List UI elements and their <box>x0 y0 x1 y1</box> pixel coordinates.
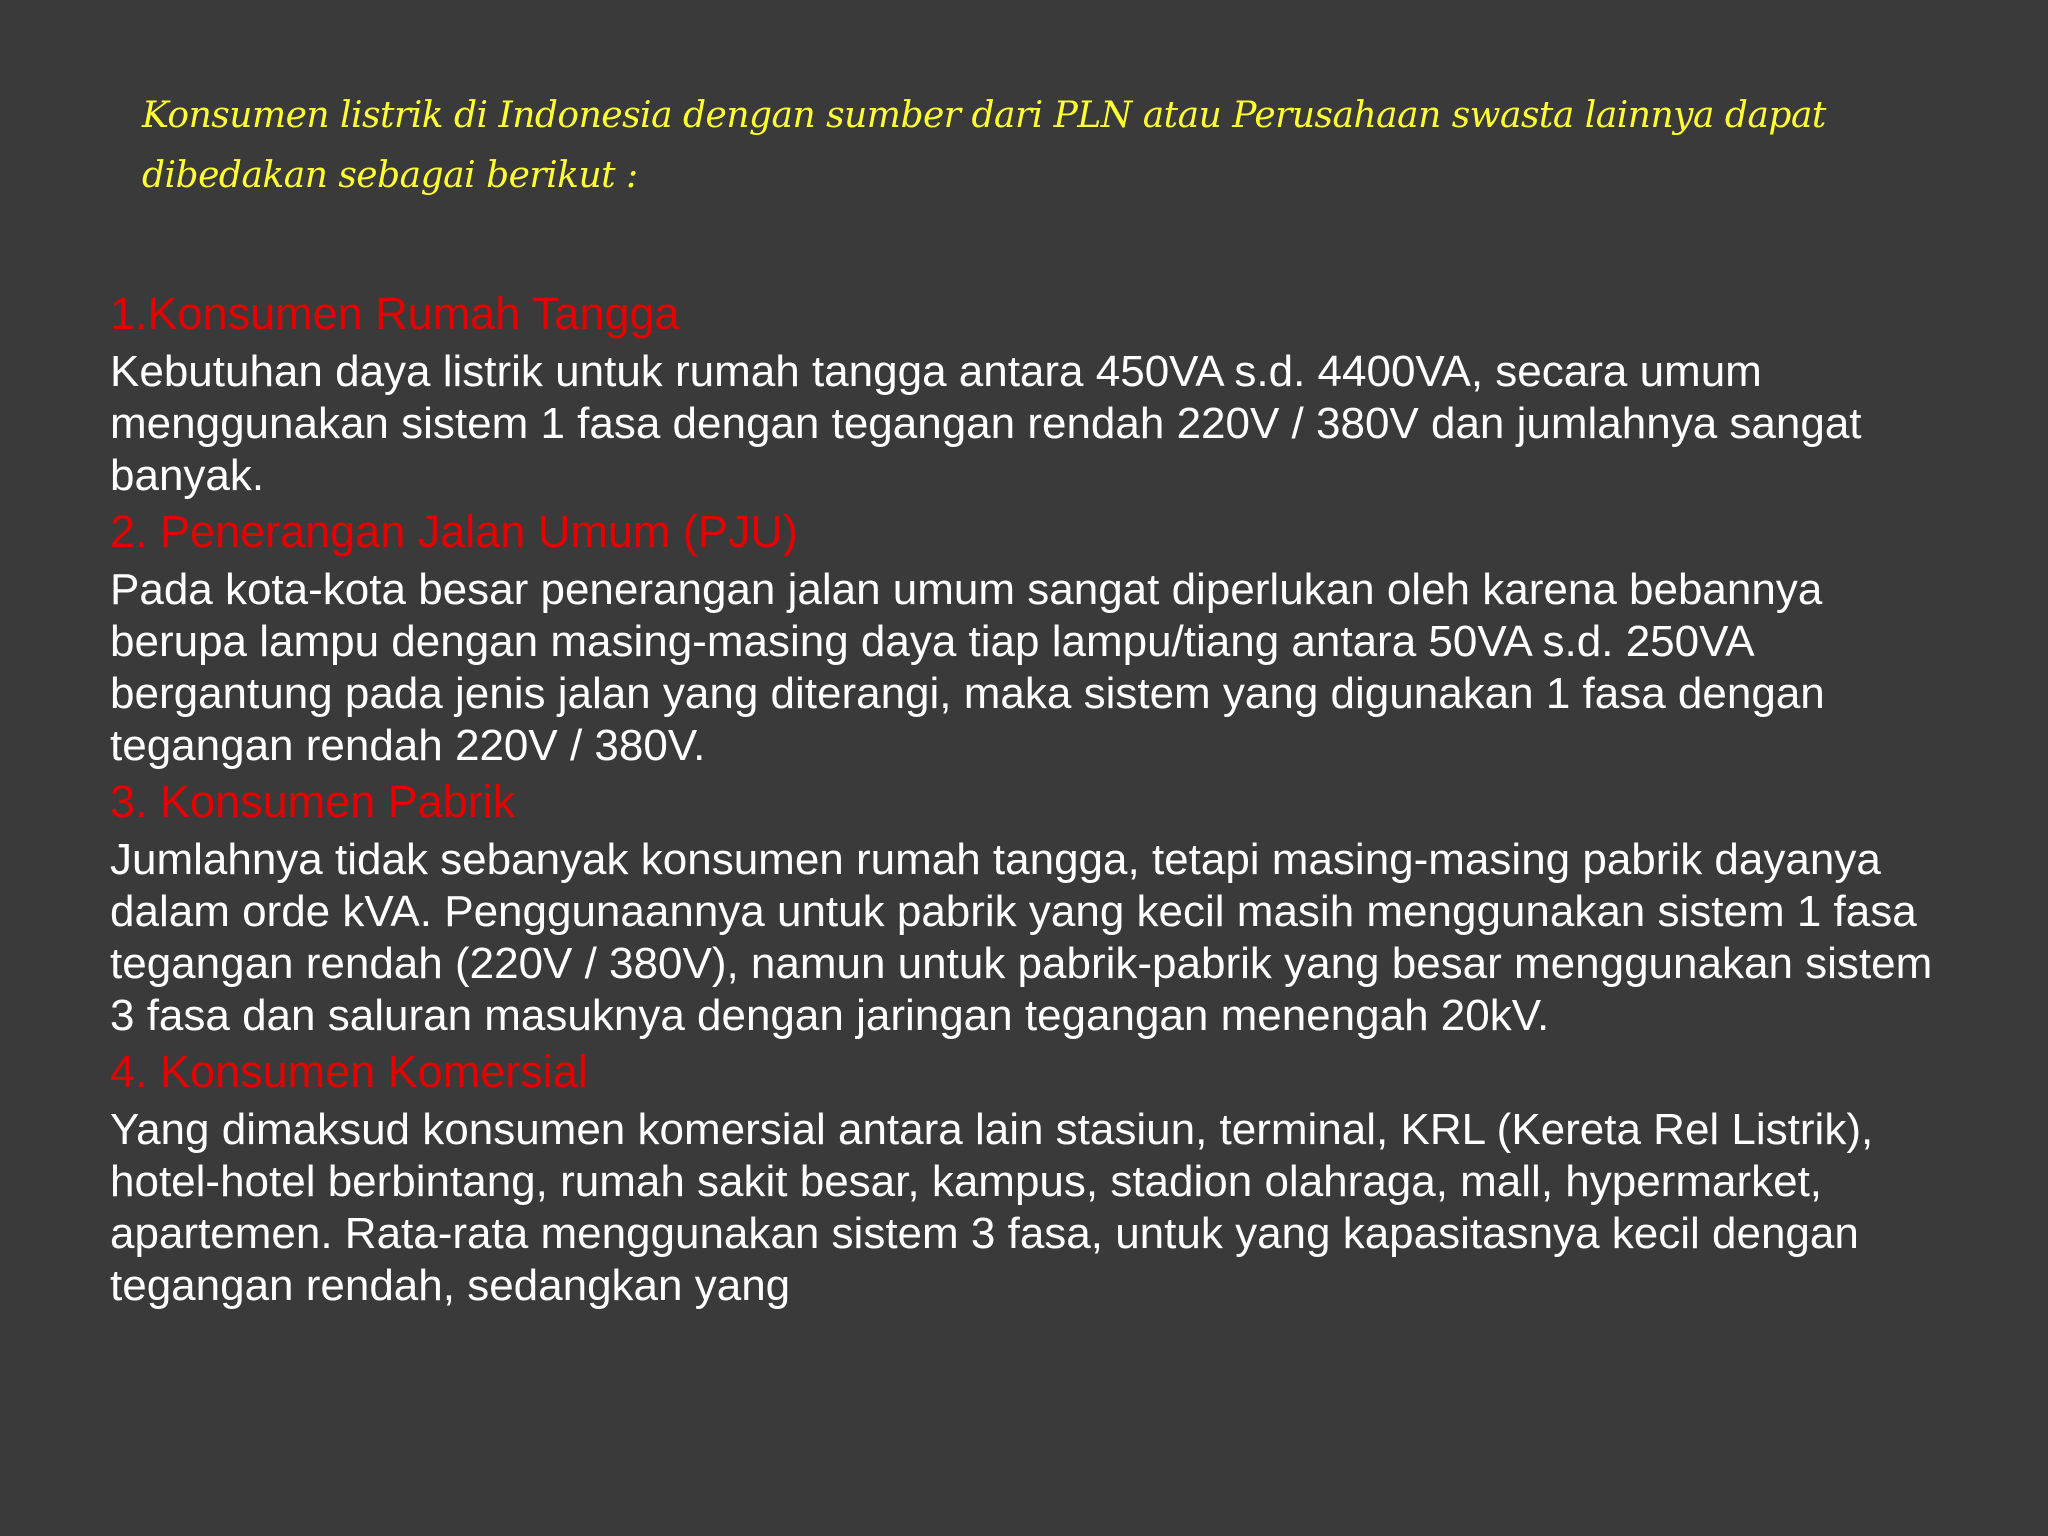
section-pabrik <box>110 774 1940 1042</box>
intro-text: Konsumen listrik di Indonesia dengan sumber dari PLN atau Perusahaan swasta lainnya dapat dibedakan sebagai berikut : <box>142 95 1826 196</box>
content-list <box>110 286 1940 1314</box>
section-title: 4. Konsumen Komersial <box>110 1046 588 1097</box>
section-title: 2. Penerangan Jalan Umum (PJU) <box>110 506 798 557</box>
section-komersial <box>110 1044 1940 1312</box>
section-body: Jumlahnya tidak sebanyak konsumen rumah tangga, tetapi masing-masing pabrik dayanya dalam orde kVA. Penggunaannya untuk pabrik yang kecil masih menggunakan sistem 1 fasa tegangan rendah (220V / 380V), namun untuk pabrik-pabrik yang besar menggunakan sistem 3 fasa dan saluran masuknya dengan jaringan tegangan menengah 20kV. <box>110 835 1933 1040</box>
section-body: Pada kota-kota besar penerangan jalan umum sangat diperlukan oleh karena bebannya berupa lampu dengan masing-masing daya tiap lampu/tiang antara 50VA s.d. 250VA bergantung pada jenis jalan yang diterangi, maka sistem yang digunakan 1 fasa dengan tegangan rendah 220V / 380V. <box>110 565 1825 770</box>
section-title: 3. Konsumen Pabrik <box>110 776 516 827</box>
section-body: Kebutuhan daya listrik untuk rumah tangga antara 450VA s.d. 4400VA, secara umum menggunakan sistem 1 fasa dengan tegangan rendah 220V / 380V dan jumlahnya sangat banyak. <box>110 347 1862 500</box>
section-title: 1.Konsumen Rumah Tangga <box>110 288 680 339</box>
section-body: Yang dimaksud konsumen komersial antara lain stasiun, terminal, KRL (Kereta Rel Listrik), hotel-hotel berbintang, rumah sakit besar, kampus, stadion olahraga, mall, hypermarket, apartemen. Rata-rata menggunakan sistem 3 fasa, untuk yang kapasitasnya kecil dengan tegangan rendah, sedangkan yang <box>110 1105 1874 1310</box>
section-pju <box>110 504 1940 772</box>
section-rumah-tangga <box>110 286 1940 502</box>
